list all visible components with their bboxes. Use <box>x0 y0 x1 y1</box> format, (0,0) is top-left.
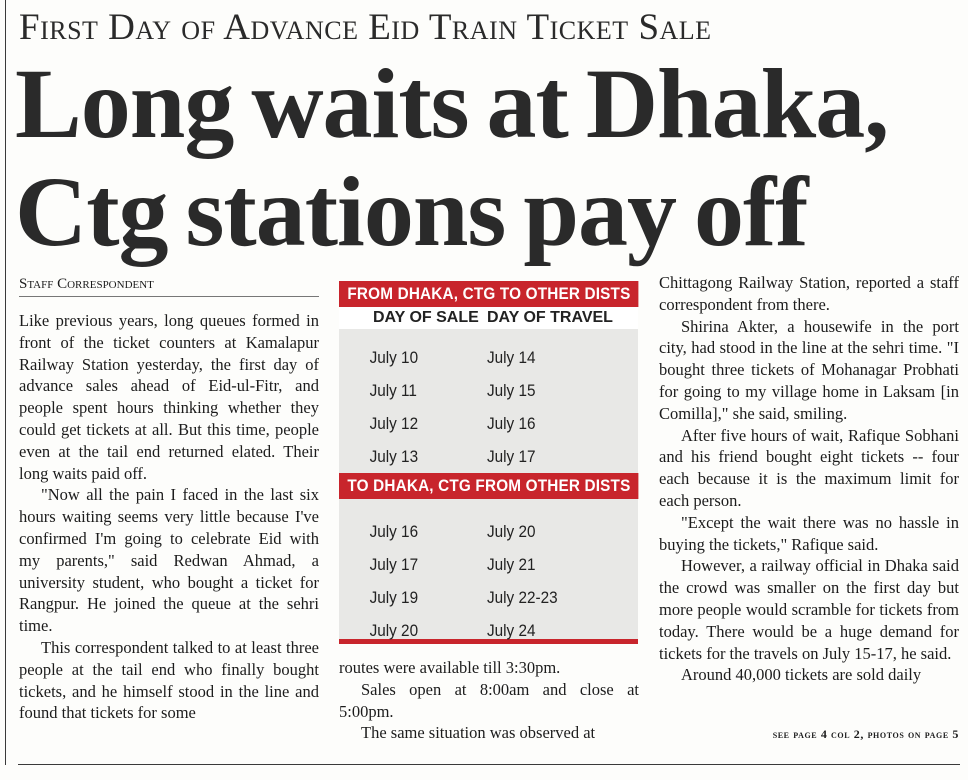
article-column-3 <box>659 272 959 686</box>
table-row <box>339 581 638 614</box>
table-row <box>339 548 638 581</box>
header-day-of-sale: DAY OF SALE <box>373 309 479 326</box>
sale-date: July 19 <box>369 588 419 607</box>
paragraph: "Now all the pain I faced in the last six hours waiting seems very little because I've confirmed I'm going to celebrate Eid with my parents," said Redwan Ahmad, a university student, who bought a ticket for Rangpur. He joined the queue at the sehri time. <box>19 485 319 636</box>
header-day-of-travel: DAY OF TRAVEL <box>487 309 613 326</box>
paragraph: Sales open at 8:00am and close at 5:00pm. <box>339 679 639 721</box>
travel-date: July 17 <box>487 447 536 466</box>
continuation-note: see page 4 col 2, photos on page 5 <box>772 727 959 741</box>
column-headers <box>339 307 638 329</box>
sale-date: July 17 <box>369 555 419 574</box>
travel-date: July 16 <box>487 414 536 433</box>
table-row <box>339 515 638 548</box>
paragraph: Shirina Akter, a housewife in the port city, had stood in the line at the sehri time. "I bought three tickets of Mohanagar Probhati for going to my village home in Laksam [in Comilla]," she said, smiling. <box>659 316 959 423</box>
schedule-section-to-dhaka <box>339 473 638 644</box>
bottom-rule <box>18 764 960 765</box>
travel-date: July 24 <box>487 621 536 640</box>
paragraph: routes were available till 3:30pm. <box>339 658 561 677</box>
byline: Staff Correspondent <box>19 276 319 297</box>
travel-date: July 15 <box>487 381 536 400</box>
paragraph: The same situation was observed at <box>361 723 596 743</box>
headline <box>15 50 965 266</box>
paragraph: However, a railway official in Dhaka said the crowd was smaller on the first day but more people would scramble for tickets from today. There would be a huge demand for tickets for the travels on July 15-17, he said. <box>659 556 959 663</box>
travel-date: July 20 <box>487 522 536 541</box>
kicker-heading: First Day of Advance Eid Train Ticket Sale <box>19 7 712 48</box>
paragraph: Around 40,000 tickets are sold daily <box>681 665 922 685</box>
paragraph: This correspondent talked to at least three people at the tail end who finally bought tickets, and he himself stood in the line and found that tickets for some <box>19 637 319 723</box>
travel-date: July 14 <box>487 348 536 367</box>
sale-date: July 11 <box>369 381 417 400</box>
article-column-1 <box>19 310 319 724</box>
table-row <box>339 341 638 374</box>
schedule-section-from-dhaka <box>339 281 638 473</box>
paragraph: "Except the wait there was no hassle in buying the tickets," Rafique said. <box>659 512 959 554</box>
headline-line-1: Long waits at Dhaka, <box>15 48 889 159</box>
article-column-2 <box>339 657 639 744</box>
ticket-schedule-table <box>339 281 638 644</box>
table-row <box>339 407 638 440</box>
paragraph: Chittagong Railway Station, reported a staff correspondent from there. <box>659 273 959 314</box>
section-title: TO DHAKA, CTG FROM OTHER DISTS <box>339 473 638 499</box>
left-column-rule <box>5 0 6 765</box>
paragraph: Like previous years, long queues formed in front of the ticket counters at Kamalapur Railway Station yesterday, the first day of advance sales ahead of Eid-ul-Fitr, and people spent hours thinking whether they could get tickets at all. But this time, people even at the tail end returned elated. Their long waits paid off. <box>19 311 319 483</box>
sale-date: July 16 <box>369 522 419 541</box>
sale-date: July 20 <box>369 621 419 640</box>
travel-date: July 21 <box>487 555 536 574</box>
sale-date: July 12 <box>369 414 419 433</box>
table-row <box>339 374 638 407</box>
headline-line-2: Ctg stations pay off <box>15 156 808 267</box>
table-row <box>339 440 638 473</box>
travel-date: July 22-23 <box>487 588 558 607</box>
paragraph: After five hours of wait, Rafique Sobhani and his friend bought eight tickets -- four each because it is the maximum limit for each person. <box>659 425 959 510</box>
section-title: FROM DHAKA, CTG TO OTHER DISTS <box>339 281 638 307</box>
sale-date: July 10 <box>369 348 419 367</box>
sale-date: July 13 <box>369 447 419 466</box>
